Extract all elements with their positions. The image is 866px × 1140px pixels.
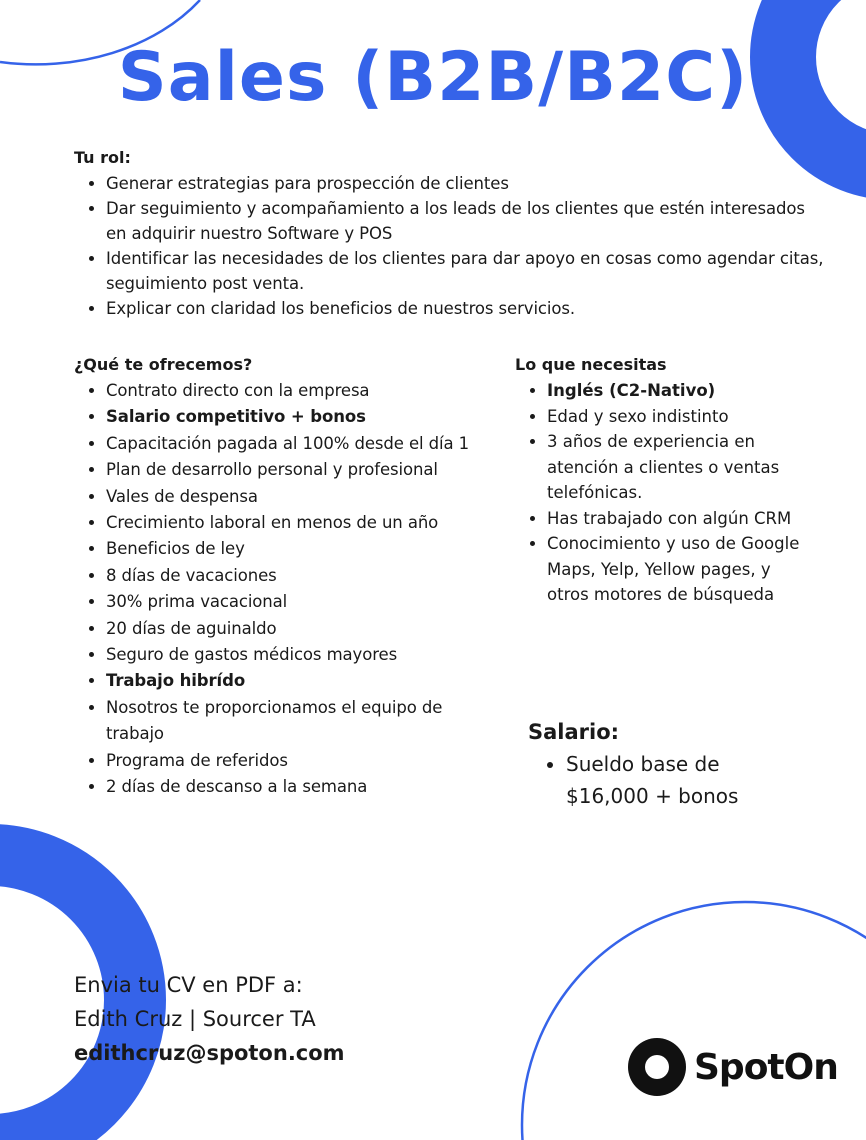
list-item: • Crecimiento laboral en menos de un año — [106, 510, 504, 536]
page-title: Sales (B2B/B2C) — [117, 38, 749, 117]
list-item: • 2 días de descanso a la semana — [106, 774, 504, 800]
list-item: • Identificar las necesidades de los clientes para dar apoyo en cosas como agendar citas, seguimiento post venta. — [106, 246, 824, 296]
salario-section — [528, 720, 768, 812]
contact-block — [74, 968, 345, 1070]
necesitas-section — [515, 355, 805, 608]
tu-rol-section — [74, 148, 824, 321]
list-item: • Programa de referidos — [106, 748, 504, 774]
list-item: • Capacitación pagada al 100% desde el día 1 — [106, 431, 504, 457]
tu-rol-heading: Tu rol: — [74, 148, 131, 167]
list-item: • Has trabajado con algún CRM — [547, 506, 805, 532]
contact-email[interactable]: edithcruz@spoton.com — [74, 1041, 345, 1065]
list-item: • Beneficios de ley — [106, 536, 504, 562]
list-item: • Inglés (C2-Nativo) — [547, 378, 805, 404]
salary-item: • Sueldo base de $16,000 + bonos — [566, 748, 768, 812]
ofrecemos-section — [74, 355, 504, 801]
list-item: • Explicar con claridad los beneficios de nuestros servicios. — [106, 296, 824, 321]
list-item: • 30% prima vacacional — [106, 589, 504, 615]
spoton-logo — [628, 1038, 838, 1096]
list-item: • Trabajo hibrído — [106, 668, 504, 694]
list-item: • Plan de desarrollo personal y profesional — [106, 457, 504, 483]
necesitas-heading: Lo que necesitas — [515, 355, 667, 374]
list-item: • 20 días de aguinaldo — [106, 616, 504, 642]
list-item: • Vales de despensa — [106, 484, 504, 510]
list-item: • 3 años de experiencia en atención a clientes o ventas telefónicas. — [547, 429, 805, 506]
ofrecemos-heading: ¿Qué te ofrecemos? — [74, 355, 253, 374]
list-item: • Edad y sexo indistinto — [547, 404, 805, 430]
spoton-logo-icon — [628, 1038, 686, 1096]
list-item: • Contrato directo con la empresa — [106, 378, 504, 404]
logo-text: SpotOn — [694, 1046, 838, 1088]
list-item: • Conocimiento y uso de Google Maps, Yelp, Yellow pages, y otros motores de búsqueda — [547, 531, 805, 608]
list-item: • Nosotros te proporcionamos el equipo de trabajo — [106, 695, 504, 748]
list-item: • 8 días de vacaciones — [106, 563, 504, 589]
bottom-right-circle — [522, 902, 866, 1140]
list-item: • Generar estrategias para prospección de clientes — [106, 171, 824, 196]
list-item: • Seguro de gastos médicos mayores — [106, 642, 504, 668]
list-item: • Dar seguimiento y acompañamiento a los leads de los clientes que estén interesados en adquirir nuestro Software y POS — [106, 196, 824, 246]
list-item: • Salario competitivo + bonos — [106, 404, 504, 430]
contact-line: Envia tu CV en PDF a: — [74, 973, 303, 997]
contact-name: Edith Cruz | Sourcer TA — [74, 1007, 316, 1031]
salario-heading: Salario: — [528, 720, 620, 744]
